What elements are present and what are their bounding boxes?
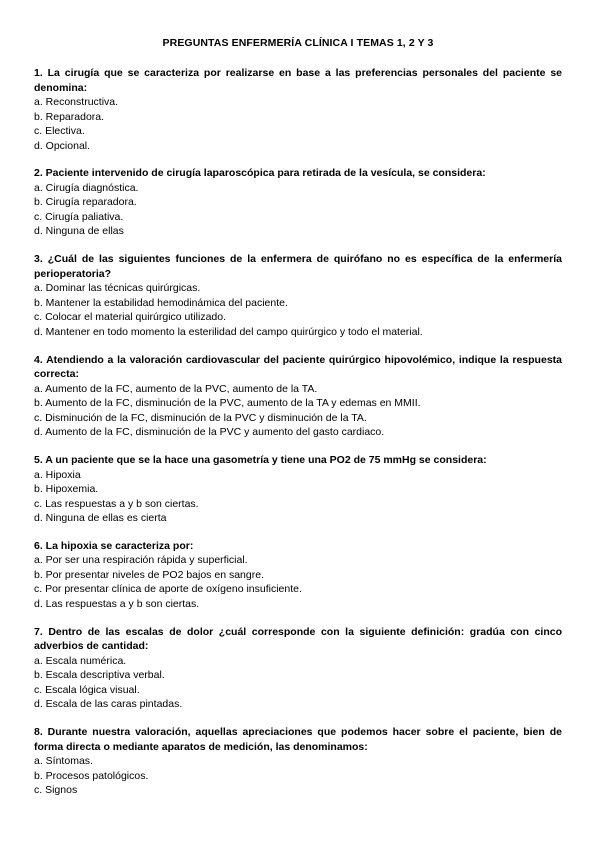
question-text: 8. Durante nuestra valoración, aquellas apreciaciones que podemos hacer sobre el paciente, bien de forma directa o mediante aparatos de medición, las denominamos: bbox=[34, 726, 562, 753]
answer-option: d. Aumento de la FC, disminución de la PVC y aumento del gasto cardiaco. bbox=[34, 426, 385, 439]
answer-option: a. Reconstructiva. bbox=[34, 96, 119, 108]
answer-option: c. Las respuestas a y b son ciertas. bbox=[34, 497, 199, 510]
document-page bbox=[34, 36, 562, 811]
question-text: 5. A un paciente que se la hace una gasometría y tiene una PO2 de 75 mmHg se considera: bbox=[34, 454, 487, 467]
answer-option: c. Electiva. bbox=[34, 125, 85, 137]
answer-option: d. Opcional. bbox=[34, 139, 91, 152]
answer-option: b. Cirugía reparadora. bbox=[34, 196, 137, 209]
answer-option: b. Procesos patológicos. bbox=[34, 769, 149, 782]
answer-option: a. Dominar las técnicas quirúrgicas. bbox=[34, 282, 201, 295]
document-title: PREGUNTAS ENFERMERÍA CLÍNICA I TEMAS 1, 2 Y 3 bbox=[162, 37, 434, 49]
answer-option: c. Escala lógica visual. bbox=[34, 683, 140, 696]
question-text: 7. Dentro de las escalas de dolor ¿cuál corresponde con la siguiente definición: gradúa con cinco adverbios de cantidad: bbox=[34, 625, 562, 653]
question-2 bbox=[34, 166, 562, 239]
answer-option: d. Ninguna de ellas es cierta bbox=[34, 512, 167, 525]
answer-option: d. Escala de las caras pintadas. bbox=[34, 698, 183, 711]
question-text: 2. Paciente intervenido de cirugía laparoscópica para retirada de la vesícula, se considera: bbox=[34, 167, 486, 180]
question-1 bbox=[34, 66, 562, 153]
answer-option: b. Reparadora. bbox=[34, 110, 105, 123]
answer-option: c. Signos bbox=[34, 784, 78, 797]
answer-option: b. Aumento de la FC, disminución de la PVC, aumento de la TA y edemas en MMII. bbox=[34, 397, 421, 410]
answer-option: c. Colocar el material quirúrgico utilizado. bbox=[34, 311, 226, 324]
answer-option: c. Disminución de la FC, disminución de la PVC y disminución de la TA. bbox=[34, 411, 367, 424]
answer-option: a. Hipoxia bbox=[34, 468, 81, 481]
question-4 bbox=[34, 353, 562, 440]
answer-option: c. Por presentar clínica de aporte de oxígeno insuficiente. bbox=[34, 583, 302, 596]
question-5 bbox=[34, 453, 562, 526]
answer-option: a. Cirugía diagnóstica. bbox=[34, 181, 139, 194]
question-text: 4. Atendiendo a la valoración cardiovascular del paciente quirúrgico hipovolémico, indique la respuesta correcta: bbox=[34, 353, 562, 381]
question-7 bbox=[34, 625, 562, 712]
answer-option: d. Ninguna de ellas bbox=[34, 225, 124, 238]
answer-option: d. Mantener en todo momento la esterilidad del campo quirúrgico y todo el material. bbox=[34, 325, 423, 338]
question-text: 1. La cirugía que se caracteriza por realizarse en base a las preferencias personales del paciente se denomina: bbox=[34, 67, 562, 94]
question-text: 6. La hipoxia se caracteriza por: bbox=[34, 539, 194, 552]
question-6 bbox=[34, 539, 562, 612]
answer-option: a. Por ser una respiración rápida y superficial. bbox=[34, 554, 248, 567]
question-text: 3. ¿Cuál de las siguientes funciones de la enfermera de quirófano no es específica de la enfermería perioperatoria? bbox=[34, 253, 562, 280]
answer-option: b. Escala descriptiva verbal. bbox=[34, 669, 165, 682]
answer-option: a. Escala numérica. bbox=[34, 654, 127, 667]
question-list bbox=[34, 66, 562, 798]
answer-option: d. Las respuestas a y b son ciertas. bbox=[34, 597, 200, 610]
question-3 bbox=[34, 252, 562, 339]
answer-option: a. Aumento de la FC, aumento de la PVC, aumento de la TA. bbox=[34, 382, 318, 395]
answer-option: b. Mantener la estabilidad hemodinámica del paciente. bbox=[34, 296, 288, 309]
question-8 bbox=[34, 725, 562, 798]
answer-option: b. Hipoxemia. bbox=[34, 483, 99, 496]
answer-option: b. Por presentar niveles de PO2 bajos en sangre. bbox=[34, 568, 264, 581]
answer-option: a. Síntomas. bbox=[34, 755, 93, 768]
answer-option: c. Cirugía paliativa. bbox=[34, 210, 124, 223]
